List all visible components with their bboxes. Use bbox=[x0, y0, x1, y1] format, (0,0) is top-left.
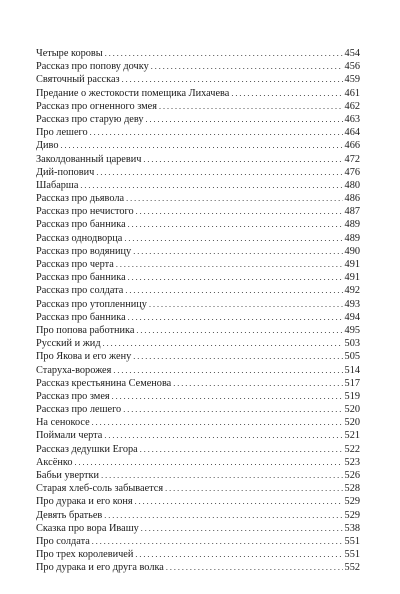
toc-entry-page-number: 489 bbox=[344, 232, 360, 244]
toc-entry-title: Рассказ про старую деву bbox=[36, 113, 144, 125]
toc-entry bbox=[36, 113, 360, 126]
toc-entry-title: Русский и жид bbox=[36, 338, 101, 350]
toc-entry-page-number: 459 bbox=[344, 74, 360, 86]
toc-entry bbox=[36, 403, 360, 416]
toc-entry bbox=[36, 548, 360, 561]
dot-leader bbox=[146, 113, 343, 126]
toc-entry-title: Про попова работника bbox=[36, 324, 135, 336]
dot-leader bbox=[128, 271, 343, 284]
toc-entry-page-number: 456 bbox=[344, 61, 360, 73]
dot-leader bbox=[128, 311, 343, 324]
toc-entry-title: Рассказ однодворца bbox=[36, 232, 123, 244]
dot-leader bbox=[103, 337, 343, 350]
dot-leader bbox=[122, 73, 343, 86]
toc-entry-title: Рассказ про водяницу bbox=[36, 245, 132, 257]
toc-entry-title: Рассказ про черта bbox=[36, 259, 114, 270]
toc-entry-title: Рассказ про дьявола bbox=[36, 193, 125, 205]
toc-entry bbox=[36, 337, 360, 350]
dot-leader bbox=[112, 390, 343, 403]
toc-entry-title: Рассказ про огненного змея bbox=[36, 100, 157, 112]
toc-entry-page-number: 463 bbox=[344, 113, 360, 125]
table-of-contents bbox=[36, 47, 360, 575]
dot-leader bbox=[96, 166, 342, 179]
dot-leader bbox=[113, 364, 342, 377]
toc-entry-page-number: 489 bbox=[344, 219, 360, 231]
toc-entry-page-number: 492 bbox=[344, 285, 360, 297]
toc-entry bbox=[36, 245, 360, 258]
toc-entry bbox=[36, 377, 360, 390]
toc-entry-title: Про лешего bbox=[36, 127, 88, 139]
dot-leader bbox=[104, 509, 342, 522]
dot-leader bbox=[136, 205, 343, 218]
toc-entry-page-number: 522 bbox=[344, 443, 360, 455]
toc-entry-title: Поймали черта bbox=[36, 430, 103, 442]
toc-entry-page-number: 491 bbox=[344, 259, 360, 270]
toc-entry-page-number: 520 bbox=[344, 404, 360, 416]
toc-entry bbox=[36, 139, 360, 152]
toc-entry-title: Аксёнко bbox=[36, 456, 73, 468]
toc-entry-title: Девять братьев bbox=[36, 509, 103, 521]
toc-entry bbox=[36, 179, 360, 192]
toc-entry-page-number: 521 bbox=[344, 430, 360, 442]
toc-entry bbox=[36, 561, 360, 574]
toc-entry-page-number: 552 bbox=[344, 562, 360, 574]
toc-entry-title: Бабьи увертки bbox=[36, 470, 100, 481]
toc-entry-page-number: 538 bbox=[344, 522, 360, 534]
dot-leader bbox=[173, 377, 342, 390]
dot-leader bbox=[166, 561, 343, 574]
dot-leader bbox=[133, 350, 342, 363]
toc-entry-title: Заколдованный царевич bbox=[36, 153, 142, 165]
toc-entry-title: Сказка про вора Ивашу bbox=[36, 522, 139, 534]
toc-entry-title: Диво bbox=[36, 140, 59, 152]
toc-entry-page-number: 494 bbox=[344, 311, 360, 323]
toc-entry bbox=[36, 311, 360, 324]
toc-entry-page-number: 529 bbox=[344, 496, 360, 508]
toc-entry bbox=[36, 456, 360, 469]
toc-entry bbox=[36, 271, 360, 284]
toc-entry bbox=[36, 535, 360, 548]
dot-leader bbox=[90, 126, 343, 139]
dot-leader bbox=[133, 245, 342, 258]
toc-entry-page-number: 505 bbox=[344, 351, 360, 363]
toc-entry bbox=[36, 258, 360, 271]
dot-leader bbox=[123, 403, 342, 416]
toc-entry bbox=[36, 416, 360, 429]
dot-leader bbox=[149, 298, 343, 311]
toc-entry bbox=[36, 443, 360, 456]
toc-entry-title: Предание о жестокости помещика Лихачева bbox=[36, 87, 230, 99]
toc-entry bbox=[36, 522, 360, 535]
dot-leader bbox=[125, 284, 342, 297]
toc-entry bbox=[36, 324, 360, 337]
toc-entry bbox=[36, 73, 360, 86]
dot-leader bbox=[60, 139, 342, 152]
toc-entry-title: Рассказ про банника bbox=[36, 311, 126, 323]
toc-entry-page-number: 523 bbox=[344, 456, 360, 468]
dot-leader bbox=[151, 60, 343, 73]
dot-leader bbox=[135, 495, 343, 508]
toc-entry bbox=[36, 429, 360, 442]
toc-entry-page-number: 480 bbox=[344, 179, 360, 191]
dot-leader bbox=[74, 456, 342, 469]
dot-leader bbox=[143, 153, 342, 166]
dot-leader bbox=[92, 416, 343, 429]
dot-leader bbox=[136, 324, 342, 337]
toc-entry-title: Рассказ про нечистого bbox=[36, 206, 134, 218]
toc-entry-page-number: 491 bbox=[344, 272, 360, 284]
toc-entry bbox=[36, 495, 360, 508]
toc-entry-title: Рассказ про лешего bbox=[36, 404, 122, 416]
toc-entry-page-number: 487 bbox=[344, 206, 360, 218]
toc-entry bbox=[36, 205, 360, 218]
toc-entry-page-number: 476 bbox=[344, 166, 360, 178]
toc-entry bbox=[36, 166, 360, 179]
toc-entry-title: Шабарша bbox=[36, 179, 79, 191]
toc-entry-title: Рассказ про попову дочку bbox=[36, 61, 149, 73]
toc-entry-page-number: 514 bbox=[344, 364, 360, 376]
toc-entry-title: Рассказ про банника bbox=[36, 219, 126, 231]
toc-entry bbox=[36, 126, 360, 139]
toc-entry-page-number: 517 bbox=[344, 377, 360, 389]
toc-entry-title: Старая хлеб-соль забывается bbox=[36, 483, 164, 495]
toc-entry-page-number: 493 bbox=[344, 298, 360, 310]
toc-entry-page-number: 454 bbox=[344, 48, 360, 59]
dot-leader bbox=[116, 258, 343, 271]
dot-leader bbox=[104, 429, 342, 442]
toc-entry bbox=[36, 47, 360, 60]
toc-entry-title: Рассказ про банника bbox=[36, 272, 126, 284]
toc-entry-title: Старуха-ворожея bbox=[36, 364, 112, 376]
toc-entry bbox=[36, 100, 360, 113]
toc-entry bbox=[36, 232, 360, 245]
dot-leader bbox=[126, 192, 342, 205]
toc-entry-title: На сенокосе bbox=[36, 417, 90, 429]
dot-leader bbox=[105, 47, 343, 60]
toc-entry bbox=[36, 482, 360, 495]
toc-entry bbox=[36, 469, 360, 482]
toc-entry-title: Про Якова и его жену bbox=[36, 351, 132, 363]
toc-entry-title: Рассказ дедушки Егора bbox=[36, 443, 138, 455]
toc-entry bbox=[36, 284, 360, 297]
toc-entry bbox=[36, 153, 360, 166]
toc-entry-page-number: 461 bbox=[344, 87, 360, 99]
dot-leader bbox=[140, 443, 343, 456]
toc-entry bbox=[36, 87, 360, 100]
toc-entry-title: Рассказ про солдата bbox=[36, 285, 124, 297]
toc-entry-page-number: 490 bbox=[344, 245, 360, 257]
toc-entry bbox=[36, 298, 360, 311]
toc-entry-page-number: 466 bbox=[344, 140, 360, 152]
toc-entry-page-number: 551 bbox=[344, 549, 360, 561]
dot-leader bbox=[135, 548, 342, 561]
dot-leader bbox=[92, 535, 343, 548]
toc-entry-page-number: 464 bbox=[344, 127, 360, 139]
toc-entry-title: Про трех королевичей bbox=[36, 549, 134, 561]
toc-entry-page-number: 472 bbox=[344, 153, 360, 165]
dot-leader bbox=[165, 482, 342, 495]
toc-entry bbox=[36, 364, 360, 377]
toc-entry-title: Святочный рассказ bbox=[36, 74, 120, 86]
toc-entry-page-number: 520 bbox=[344, 417, 360, 429]
toc-entry bbox=[36, 390, 360, 403]
dot-leader bbox=[124, 232, 342, 245]
toc-entry bbox=[36, 218, 360, 231]
toc-entry-title: Рассказ про утопленницу bbox=[36, 298, 147, 310]
toc-entry bbox=[36, 509, 360, 522]
toc-entry-page-number: 503 bbox=[344, 338, 360, 350]
toc-entry-page-number: 462 bbox=[344, 100, 360, 112]
toc-entry-page-number: 519 bbox=[344, 390, 360, 402]
toc-entry-page-number: 551 bbox=[344, 535, 360, 547]
toc-entry-page-number: 529 bbox=[344, 509, 360, 521]
dot-leader bbox=[101, 469, 342, 482]
toc-entry-page-number: 526 bbox=[344, 470, 360, 481]
toc-entry bbox=[36, 350, 360, 363]
toc-entry-title: Про солдата bbox=[36, 535, 90, 547]
dot-leader bbox=[231, 87, 342, 100]
toc-entry-title: Четыре коровы bbox=[36, 48, 103, 59]
dot-leader bbox=[159, 100, 343, 113]
toc-entry bbox=[36, 192, 360, 205]
toc-entry-page-number: 495 bbox=[344, 324, 360, 336]
toc-entry-page-number: 528 bbox=[344, 483, 360, 495]
dot-leader bbox=[141, 522, 343, 535]
dot-leader bbox=[128, 218, 343, 231]
toc-entry-title: Про дурака и его друга волка bbox=[36, 562, 164, 574]
dot-leader bbox=[80, 179, 342, 192]
toc-entry-title: Дий-попович bbox=[36, 166, 95, 178]
toc-entry-title: Рассказ про змея bbox=[36, 390, 110, 402]
toc-entry-page-number: 486 bbox=[344, 193, 360, 205]
toc-entry-title: Про дурака и его коня bbox=[36, 496, 133, 508]
toc-entry bbox=[36, 60, 360, 73]
toc-entry-title: Рассказ крестьянина Семенова bbox=[36, 377, 172, 389]
